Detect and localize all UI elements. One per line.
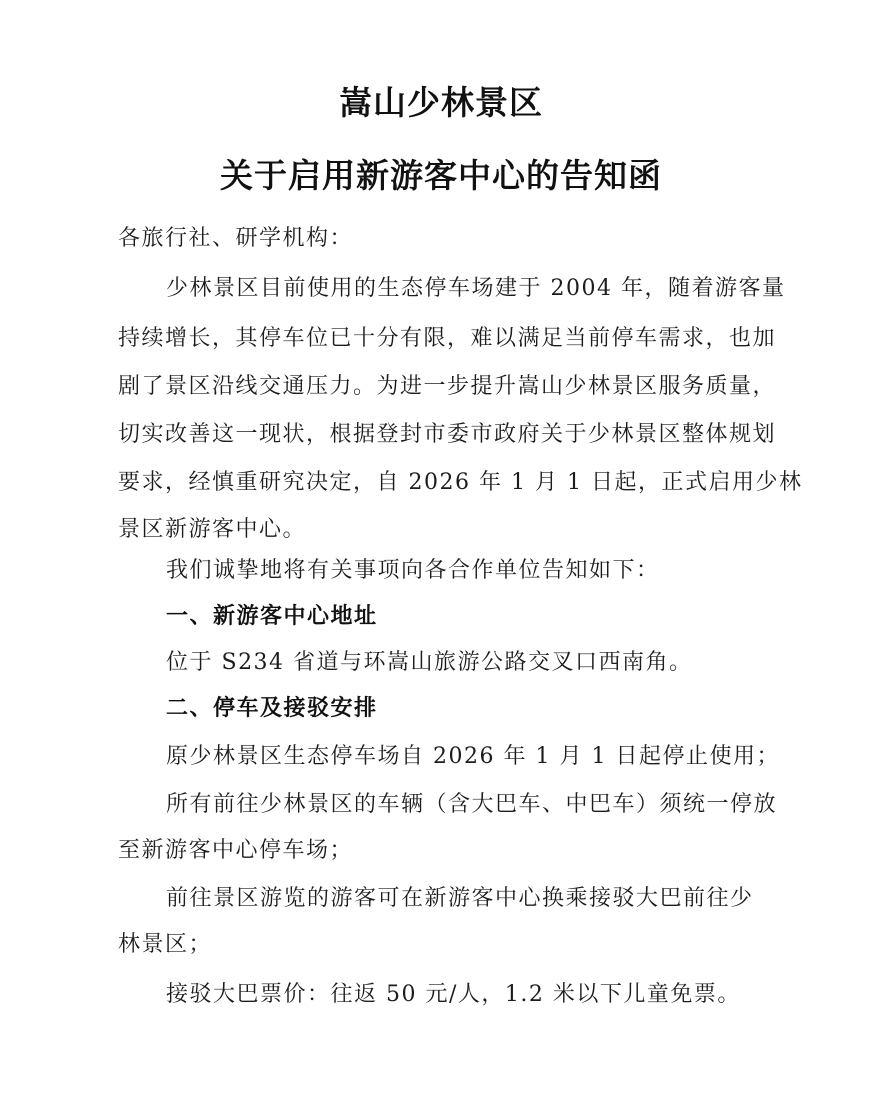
section2-item-1: 原少林景区生态停车场自 2026 年 1 月 1 日起停止使用； (166, 744, 780, 769)
paragraph1-line-3: 剧了景区沿线交通压力。为进一步提升嵩山少林景区服务质量， (118, 374, 777, 399)
paragraph1-line-4: 切实改善这一现状，根据登封市委市政府关于少林景区整体规划 (118, 422, 777, 447)
section1-content: 位于 S234 省道与环嵩山旅游公路交叉口西南角。 (166, 650, 693, 675)
section1-heading: 一、新游客中心地址 (166, 604, 378, 629)
paragraph1-line-6: 景区新游客中心。 (118, 517, 307, 542)
document-title-line-2: 关于启用新游客中心的告知函 (220, 156, 662, 195)
paragraph1-line-5: 要求，经慎重研究决定，自 2026 年 1 月 1 日起，正式启用少林 (118, 470, 803, 495)
document-title-line-1: 嵩山少林景区 (339, 83, 543, 122)
section2-item-4: 接驳大巴票价：往返 50 元/人，1.2 米以下儿童免票。 (166, 982, 741, 1007)
intro-line: 我们诚挚地将有关事项向各合作单位告知如下： (166, 558, 660, 583)
paragraph1-line-1: 少林景区目前使用的生态停车场建于 2004 年，随着游客量 (166, 276, 786, 301)
section2-item-2-line-2: 至新游客中心停车场； (118, 838, 354, 863)
salutation: 各旅行社、研学机构： (118, 226, 354, 251)
section2-item-3-line-1: 前往景区游览的游客可在新游客中心换乘接驳大巴前往少 (166, 886, 754, 911)
section2-item-3-line-2: 林景区； (118, 932, 213, 957)
section2-item-2-line-1: 所有前往少林景区的车辆（含大巴车、中巴车）须统一停放 (166, 792, 778, 817)
section2-heading: 二、停车及接驳安排 (166, 696, 378, 721)
paragraph1-line-2: 持续增长，其停车位已十分有限，难以满足当前停车需求，也加 (118, 326, 777, 351)
